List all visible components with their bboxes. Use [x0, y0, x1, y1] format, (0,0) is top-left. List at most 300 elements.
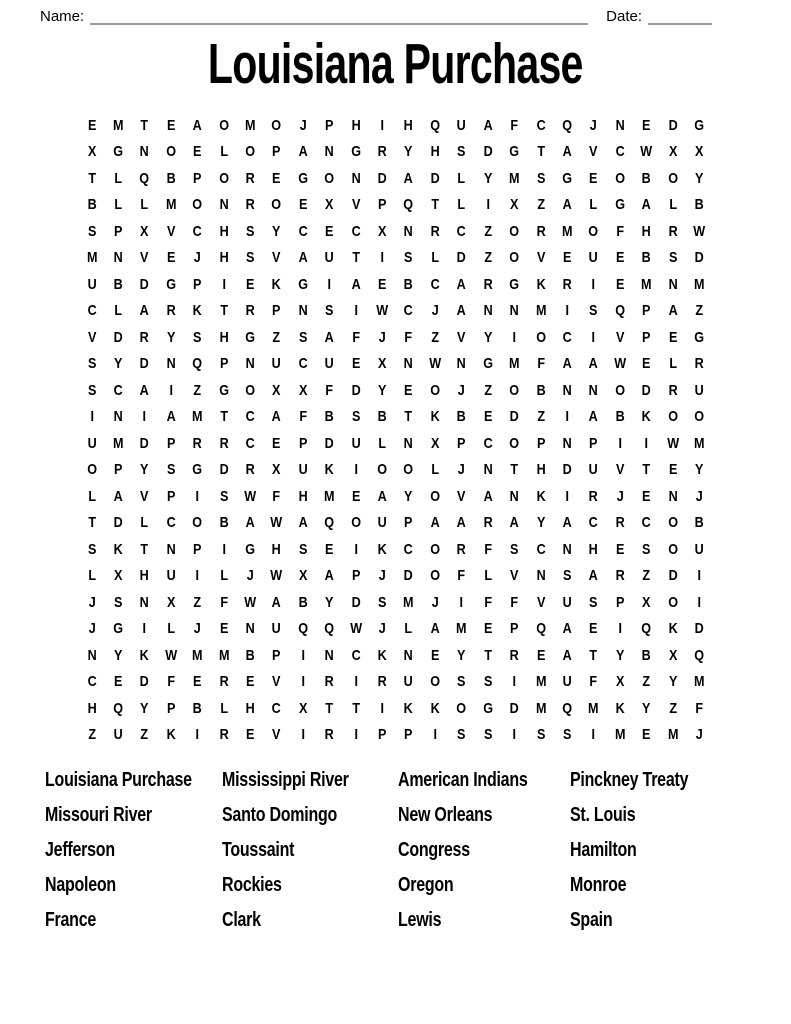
grid-letter: E: [351, 487, 361, 505]
grid-letter: N: [456, 355, 467, 373]
grid-letter: K: [113, 540, 123, 558]
grid-letter: I: [354, 726, 358, 744]
grid-letter: O: [245, 381, 256, 399]
grid-letter: Z: [642, 673, 651, 691]
grid-letter: G: [298, 169, 308, 187]
grid-letter: M: [694, 673, 705, 691]
grid-letter: Q: [615, 302, 625, 320]
grid-letter: G: [350, 143, 361, 161]
grid-letter: W: [349, 620, 362, 638]
grid-letter: A: [456, 302, 467, 320]
grid-letter: E: [219, 620, 228, 638]
grid-letter: F: [167, 673, 175, 691]
grid-letter: I: [486, 196, 490, 214]
grid-letter: X: [325, 196, 334, 214]
grid-letter: C: [536, 540, 546, 558]
grid-letter: C: [351, 222, 361, 240]
grid-letter: A: [562, 196, 572, 214]
word-list-item: St. Louis: [570, 804, 636, 826]
grid-letter: K: [615, 699, 625, 717]
grid-letter: F: [404, 328, 413, 346]
grid-letter: L: [431, 249, 439, 267]
grid-letter: G: [562, 169, 573, 187]
grid-letter: F: [457, 567, 466, 585]
grid-letter: S: [193, 328, 202, 346]
grid-letter: M: [535, 699, 547, 717]
grid-letter: A: [483, 487, 493, 505]
grid-letter: X: [298, 699, 308, 717]
grid-letter: L: [669, 196, 677, 214]
grid-letter: B: [166, 169, 176, 187]
grid-letter: A: [351, 275, 361, 293]
grid-letter: G: [192, 461, 203, 479]
grid-letter: L: [114, 302, 122, 320]
grid-letter: Y: [695, 461, 704, 479]
grid-letter: D: [668, 567, 678, 585]
grid-letter: M: [561, 222, 573, 240]
grid-letter: I: [195, 567, 200, 585]
grid-letter: G: [298, 275, 308, 293]
grid-letter: C: [430, 275, 440, 293]
grid-letter: B: [192, 699, 202, 717]
grid-letter: F: [536, 355, 545, 373]
grid-letter: Q: [562, 699, 573, 717]
word-list-item: Clark: [222, 909, 261, 931]
grid-letter: N: [404, 222, 414, 240]
grid-letter: H: [219, 328, 229, 346]
grid-letter: W: [666, 434, 679, 452]
grid-letter: D: [139, 275, 150, 293]
grid-letter: U: [113, 726, 123, 744]
word-list-item: Santo Domingo: [222, 804, 338, 826]
grid-letter: M: [535, 673, 547, 691]
grid-letter: P: [113, 461, 123, 479]
grid-letter: R: [245, 169, 255, 187]
grid-letter: P: [615, 593, 625, 611]
grid-letter: A: [324, 328, 334, 346]
grid-letter: J: [458, 461, 466, 479]
grid-letter: B: [456, 408, 467, 426]
grid-letter: F: [325, 381, 334, 399]
grid-letter: N: [536, 567, 546, 585]
grid-letter: C: [562, 328, 572, 346]
grid-letter: A: [430, 620, 440, 638]
grid-letter: X: [298, 381, 308, 399]
grid-letter: L: [431, 461, 439, 479]
grid-letter: N: [245, 620, 255, 638]
grid-letter: A: [641, 196, 651, 214]
grid-letter: T: [219, 408, 228, 426]
word-list-column: [222, 763, 398, 938]
grid-letter: C: [298, 355, 308, 373]
grid-letter: O: [350, 514, 361, 532]
grid-letter: V: [615, 328, 625, 346]
grid-letter: A: [245, 514, 255, 532]
grid-letter: E: [351, 355, 361, 373]
grid-letter: B: [245, 646, 255, 664]
grid-letter: R: [456, 540, 467, 558]
grid-letter: A: [509, 514, 519, 532]
grid-letter: I: [301, 646, 305, 664]
grid-letter: K: [641, 408, 651, 426]
grid-letter: V: [140, 487, 149, 505]
grid-letter: P: [166, 434, 176, 452]
grid-letter: E: [245, 673, 255, 691]
grid-letter: Z: [642, 567, 651, 585]
grid-letter: D: [324, 434, 334, 452]
grid-letter: L: [669, 355, 677, 373]
grid-letter: C: [589, 514, 599, 532]
grid-letter: H: [641, 222, 651, 240]
grid-letter: S: [536, 169, 545, 187]
grid-letter: I: [433, 726, 437, 744]
grid-letter: P: [166, 487, 176, 505]
word-list-column: [45, 763, 222, 938]
grid-letter: I: [222, 540, 226, 558]
grid-letter: E: [562, 249, 572, 267]
grid-letter: S: [87, 381, 96, 399]
word-list-item: Monroe: [570, 874, 627, 896]
grid-letter: L: [140, 514, 149, 532]
grid-letter: L: [457, 169, 466, 187]
grid-letter: S: [378, 593, 387, 611]
grid-letter: R: [668, 222, 678, 240]
grid-letter: X: [140, 222, 149, 240]
grid-letter: N: [139, 143, 150, 161]
grid-letter: C: [192, 222, 202, 240]
grid-letter: M: [509, 355, 520, 373]
grid-letter: K: [139, 646, 150, 664]
grid-letter: K: [192, 302, 202, 320]
grid-letter: R: [509, 646, 519, 664]
grid-letter: I: [354, 540, 358, 558]
page-title: [0, 33, 791, 95]
grid-letter: S: [87, 355, 96, 373]
grid-letter: Y: [140, 699, 149, 717]
grid-letter: G: [483, 355, 493, 373]
grid-letter: B: [694, 514, 704, 532]
grid-letter: M: [192, 408, 203, 426]
grid-letter: O: [430, 381, 441, 399]
grid-letter: O: [509, 381, 520, 399]
grid-letter: Q: [641, 620, 652, 638]
grid-letter: O: [430, 540, 441, 558]
grid-letter: I: [644, 434, 649, 452]
grid-letter: X: [272, 461, 281, 479]
grid-letter: I: [565, 302, 569, 320]
grid-letter: Y: [140, 461, 149, 479]
grid-letter: O: [615, 381, 625, 399]
grid-letter: F: [219, 593, 228, 611]
grid-letter: I: [195, 726, 200, 744]
grid-letter: V: [457, 328, 466, 346]
grid-letter: O: [667, 408, 678, 426]
grid-letter: U: [87, 275, 97, 293]
grid-letter: M: [244, 116, 256, 134]
grid-letter: M: [641, 275, 652, 293]
grid-letter: A: [139, 381, 150, 399]
grid-letter: S: [668, 249, 678, 267]
grid-letter: B: [113, 275, 123, 293]
grid-letter: A: [404, 169, 414, 187]
grid-letter: M: [667, 726, 679, 744]
grid-letter: R: [377, 143, 387, 161]
grid-letter: H: [87, 699, 97, 717]
grid-letter: D: [694, 249, 704, 267]
grid-letter: J: [88, 620, 96, 638]
grid-letter: H: [298, 487, 308, 505]
grid-letter: S: [245, 222, 255, 240]
grid-letter: A: [192, 116, 202, 134]
grid-letter: K: [536, 487, 546, 505]
grid-letter: R: [245, 302, 255, 320]
grid-letter: J: [378, 620, 386, 638]
grid-letter: P: [378, 196, 387, 214]
grid-letter: I: [380, 249, 385, 267]
grid-letter: O: [694, 408, 705, 426]
grid-letter: Z: [669, 699, 677, 717]
grid-letter: C: [404, 540, 414, 558]
grid-letter: G: [483, 699, 493, 717]
grid-letter: S: [457, 673, 466, 691]
grid-letter: A: [589, 567, 599, 585]
grid-letter: R: [430, 222, 440, 240]
grid-letter: F: [484, 540, 492, 558]
grid-letter: Z: [484, 222, 492, 240]
grid-letter: P: [642, 302, 651, 320]
grid-letter: F: [695, 699, 704, 717]
grid-letter: E: [404, 381, 413, 399]
grid-letter: P: [457, 434, 466, 452]
grid-letter: A: [113, 487, 123, 505]
grid-letter: J: [246, 567, 254, 585]
grid-letter: E: [245, 275, 255, 293]
grid-letter: E: [589, 620, 598, 638]
grid-letter: V: [457, 487, 466, 505]
grid-letter: Y: [642, 699, 651, 717]
grid-letter: O: [377, 461, 388, 479]
grid-letter: N: [562, 434, 572, 452]
grid-letter: K: [430, 408, 440, 426]
grid-letter: O: [192, 196, 203, 214]
grid-letter: O: [218, 116, 229, 134]
grid-letter: H: [245, 699, 255, 717]
grid-letter: M: [165, 196, 177, 214]
grid-letter: T: [325, 699, 334, 717]
grid-letter: O: [403, 461, 414, 479]
grid-letter: G: [166, 275, 176, 293]
grid-letter: D: [351, 593, 361, 611]
grid-letter: R: [245, 461, 255, 479]
grid-letter: E: [615, 275, 625, 293]
grid-letter: T: [536, 143, 545, 161]
grid-letter: M: [535, 302, 547, 320]
grid-letter: Y: [113, 646, 123, 664]
grid-letter: A: [562, 514, 572, 532]
grid-letter: E: [615, 540, 625, 558]
grid-letter: H: [404, 116, 414, 134]
grid-letter: N: [166, 355, 176, 373]
grid-letter: S: [483, 673, 493, 691]
grid-letter: Y: [668, 673, 678, 691]
grid-letter: U: [694, 540, 704, 558]
grid-letter: I: [459, 593, 464, 611]
grid-letter: I: [327, 275, 332, 293]
grid-letter: R: [166, 302, 176, 320]
grid-letter: D: [694, 620, 704, 638]
grid-letter: A: [324, 567, 334, 585]
grid-letter: Y: [166, 328, 176, 346]
grid-letter: D: [113, 328, 123, 346]
grid-letter: V: [510, 567, 519, 585]
grid-letter: I: [142, 620, 147, 638]
grid-letter: P: [298, 434, 308, 452]
grid-letter: O: [667, 169, 678, 187]
grid-letter: F: [352, 328, 360, 346]
grid-letter: A: [298, 249, 308, 267]
grid-letter: D: [113, 514, 123, 532]
grid-letter: Z: [140, 726, 149, 744]
grid-letter: C: [351, 646, 361, 664]
grid-letter: R: [694, 355, 704, 373]
grid-letter: Z: [484, 381, 492, 399]
grid-letter: X: [378, 355, 387, 373]
page-title-text: Louisiana Purchase: [208, 32, 583, 96]
grid-letter: I: [565, 487, 569, 505]
date-label: Date:: [606, 8, 642, 25]
grid-letter: M: [694, 275, 705, 293]
grid-letter: Y: [113, 355, 123, 373]
grid-letter: O: [667, 514, 678, 532]
grid-letter: H: [219, 249, 229, 267]
grid-letter: J: [695, 726, 703, 744]
grid-letter: M: [509, 169, 520, 187]
grid-letter: Q: [139, 169, 150, 187]
grid-letter: G: [245, 540, 256, 558]
grid-letter: A: [456, 275, 467, 293]
grid-letter: A: [562, 646, 572, 664]
grid-letter: I: [169, 381, 173, 399]
grid-letter: I: [222, 275, 226, 293]
grid-letter: Y: [483, 169, 493, 187]
grid-letter: E: [325, 222, 334, 240]
grid-letter: Q: [324, 514, 335, 532]
grid-letter: P: [510, 620, 519, 638]
grid-letter: S: [166, 461, 176, 479]
grid-letter: X: [668, 646, 678, 664]
grid-letter: U: [589, 249, 599, 267]
grid-letter: P: [272, 143, 281, 161]
grid-letter: A: [562, 620, 572, 638]
grid-letter: R: [483, 514, 493, 532]
grid-letter: L: [457, 196, 466, 214]
grid-letter: W: [164, 646, 177, 664]
word-list-item: Jefferson: [45, 839, 115, 861]
word-list-item: Pinckney Treaty: [570, 769, 689, 791]
grid-letter: L: [378, 434, 387, 452]
grid-letter: M: [324, 487, 335, 505]
grid-letter: W: [270, 567, 283, 585]
grid-letter: P: [272, 302, 281, 320]
grid-letter: V: [351, 196, 361, 214]
grid-letter: F: [299, 408, 307, 426]
grid-letter: K: [404, 699, 414, 717]
grid-letter: F: [616, 222, 624, 240]
grid-letter: E: [245, 726, 255, 744]
grid-letter: H: [219, 222, 229, 240]
grid-letter: R: [192, 434, 202, 452]
grid-letter: V: [140, 249, 149, 267]
grid-letter: S: [536, 726, 545, 744]
grid-letter: I: [591, 275, 596, 293]
grid-letter: T: [484, 646, 492, 664]
grid-letter: C: [166, 514, 176, 532]
grid-letter: Q: [324, 620, 335, 638]
grid-letter: S: [483, 726, 493, 744]
grid-letter: G: [113, 620, 124, 638]
grid-letter: A: [377, 487, 387, 505]
grid-letter: G: [218, 381, 229, 399]
grid-letter: N: [668, 275, 678, 293]
grid-letter: G: [694, 328, 705, 346]
grid-letter: A: [483, 116, 493, 134]
grid-letter: N: [113, 249, 123, 267]
grid-letter: F: [484, 593, 492, 611]
grid-letter: Z: [193, 593, 202, 611]
grid-letter: R: [324, 726, 334, 744]
grid-letter: P: [404, 726, 413, 744]
grid-letter: A: [139, 302, 150, 320]
grid-letter: Z: [695, 302, 704, 320]
grid-letter: S: [589, 302, 598, 320]
grid-letter: K: [166, 726, 176, 744]
grid-letter: A: [589, 408, 599, 426]
grid-letter: A: [430, 514, 440, 532]
grid-letter: A: [589, 355, 599, 373]
grid-letter: N: [87, 646, 97, 664]
grid-letter: O: [86, 461, 97, 479]
grid-letter: I: [380, 699, 385, 717]
grid-letter: M: [588, 699, 599, 717]
grid-letter: I: [354, 302, 358, 320]
grid-letter: U: [562, 673, 572, 691]
grid-letter: V: [589, 143, 598, 161]
grid-letter: F: [510, 116, 519, 134]
grid-letter: X: [378, 222, 387, 240]
grid-letter: S: [113, 593, 123, 611]
grid-letter: V: [536, 593, 545, 611]
grid-letter: R: [377, 673, 387, 691]
grid-letter: B: [641, 169, 651, 187]
grid-letter: X: [695, 143, 704, 161]
grid-letter: R: [219, 673, 229, 691]
grid-letter: J: [193, 249, 201, 267]
grid-letter: O: [615, 169, 625, 187]
grid-letter: O: [192, 514, 203, 532]
grid-letter: T: [87, 514, 96, 532]
grid-letter: J: [378, 567, 386, 585]
grid-letter: E: [483, 620, 493, 638]
grid-letter: C: [483, 434, 493, 452]
grid-letter: J: [590, 116, 598, 134]
grid-letter: I: [512, 328, 517, 346]
grid-letter: G: [113, 143, 124, 161]
grid-letter: Y: [272, 222, 281, 240]
grid-letter: K: [324, 461, 334, 479]
grid-letter: A: [298, 514, 308, 532]
grid-letter: S: [562, 726, 572, 744]
grid-letter: L: [87, 487, 96, 505]
